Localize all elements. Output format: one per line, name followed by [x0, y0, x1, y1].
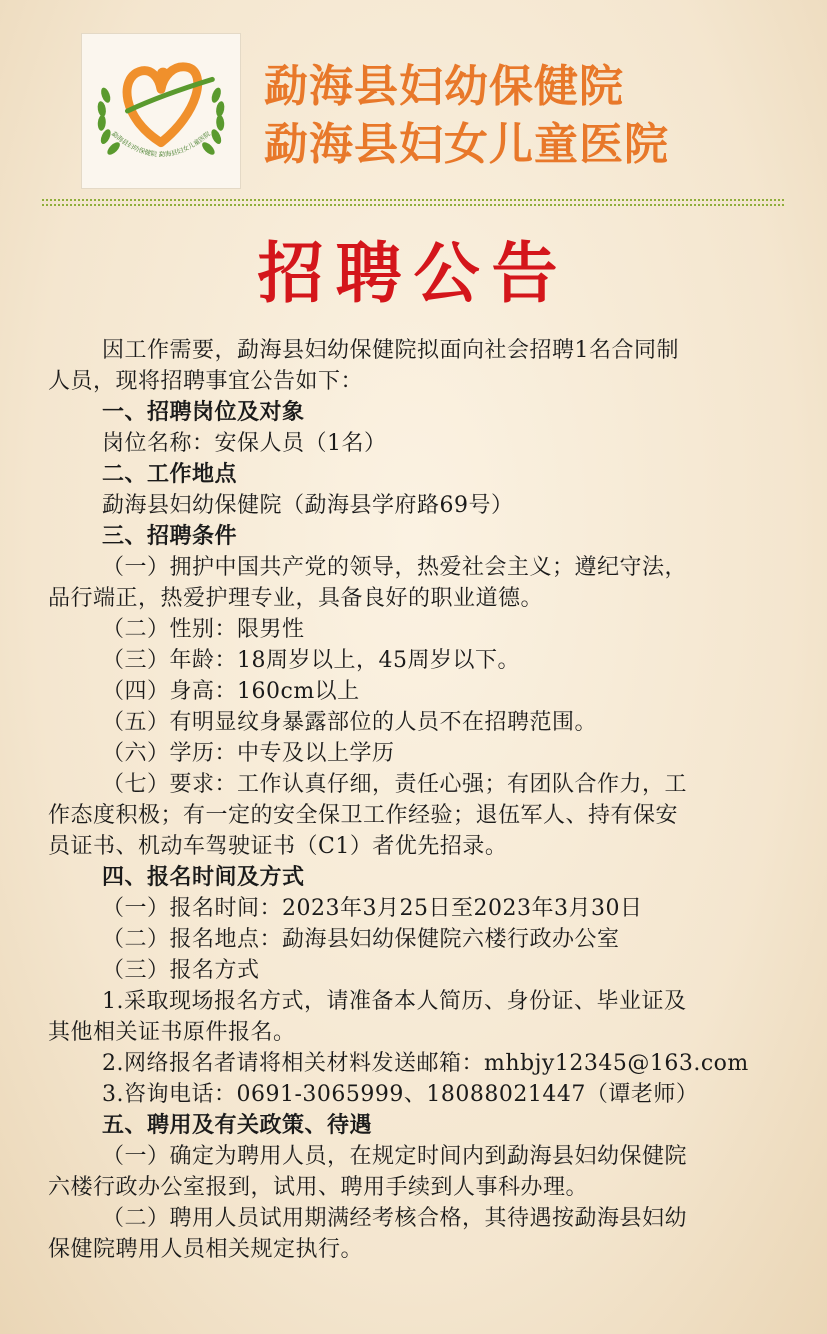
announcement-body: [48, 335, 783, 1265]
divider-top: [42, 199, 784, 201]
requirement-item: 作态度积极；有一定的安全保卫工作经验；退伍军人、持有保安: [48, 803, 679, 828]
section-heading-positions: 一、招聘岗位及对象: [102, 399, 305, 425]
employment-item: 保健院聘用人员相关规定执行。: [48, 1237, 364, 1262]
hospital-logo-icon: [81, 33, 241, 189]
requirement-item: （六）学历：中专及以上学历: [102, 741, 395, 766]
registration-item: （三）报名方式: [102, 958, 260, 983]
employment-item: （一）确定为聘用人员，在规定时间内到勐海县妇幼保健院: [102, 1144, 688, 1169]
registration-phone: 3.咨询电话：0691-3065999、18088021447（谭老师）: [102, 1082, 699, 1107]
header: [0, 0, 827, 205]
registration-method: 其他相关证书原件报名。: [48, 1020, 296, 1045]
hospital-name-secondary: 勐海县妇女儿童医院: [264, 119, 669, 170]
employment-item: （二）聘用人员试用期满经考核合格，其待遇按勐海县妇幼: [102, 1206, 688, 1231]
registration-email: 2.网络报名者请将相关材料发送邮箱：mhbjy12345@163.com: [102, 1051, 749, 1076]
laurel-wreath-icon: [82, 34, 240, 188]
intro-line: 因工作需要，勐海县妇幼保健院拟面向社会招聘1名合同制: [102, 338, 679, 363]
divider-bottom: [42, 204, 784, 206]
svg-text:勐海县妇幼保健院 勐海县妇女儿童医院: 勐海县妇幼保健院 勐海县妇女儿童医院: [110, 129, 212, 159]
section-heading-registration: 四、报名时间及方式: [102, 864, 305, 890]
registration-method: 1.采取现场报名方式，请准备本人简历、身份证、毕业证及: [102, 989, 687, 1014]
hospital-names: [264, 58, 669, 174]
requirement-item: （四）身高：160cm以上: [102, 679, 360, 704]
registration-item: （一）报名时间：2023年3月25日至2023年3月30日: [102, 896, 643, 921]
position-name: 岗位名称：安保人员（1名）: [102, 431, 387, 456]
requirement-item: （七）要求：工作认真仔细，责任心强；有团队合作力，工: [102, 772, 688, 797]
requirement-item: （一）拥护中国共产党的领导，热爱社会主义；遵纪守法，: [102, 555, 688, 580]
section-heading-location: 二、工作地点: [102, 461, 238, 487]
requirement-item: 品行端正，热爱护理专业，具备良好的职业道德。: [48, 586, 544, 611]
work-location: 勐海县妇幼保健院（勐海县学府路69号）: [102, 493, 514, 518]
heart-figure-icon: [127, 67, 212, 143]
registration-item: （二）报名地点：勐海县妇幼保健院六楼行政办公室: [102, 927, 620, 952]
requirement-item: （五）有明显纹身暴露部位的人员不在招聘范围。: [102, 710, 598, 735]
requirement-item: （二）性别：限男性: [102, 617, 305, 642]
requirement-item: 员证书、机动车驾驶证书（C1）者优先招录。: [48, 834, 508, 859]
hospital-name-primary: 勐海县妇幼保健院: [264, 61, 624, 112]
intro-line: 人员，现将招聘事宜公告如下：: [48, 369, 364, 394]
requirement-item: （三）年龄：18周岁以上，45周岁以下。: [102, 648, 520, 673]
page-title: 招聘公告: [257, 234, 570, 312]
section-heading-requirements: 三、招聘条件: [102, 523, 238, 549]
section-heading-employment: 五、聘用及有关政策、待遇: [102, 1112, 373, 1138]
employment-item: 六楼行政办公室报到，试用、聘用手续到人事科办理。: [48, 1175, 589, 1200]
